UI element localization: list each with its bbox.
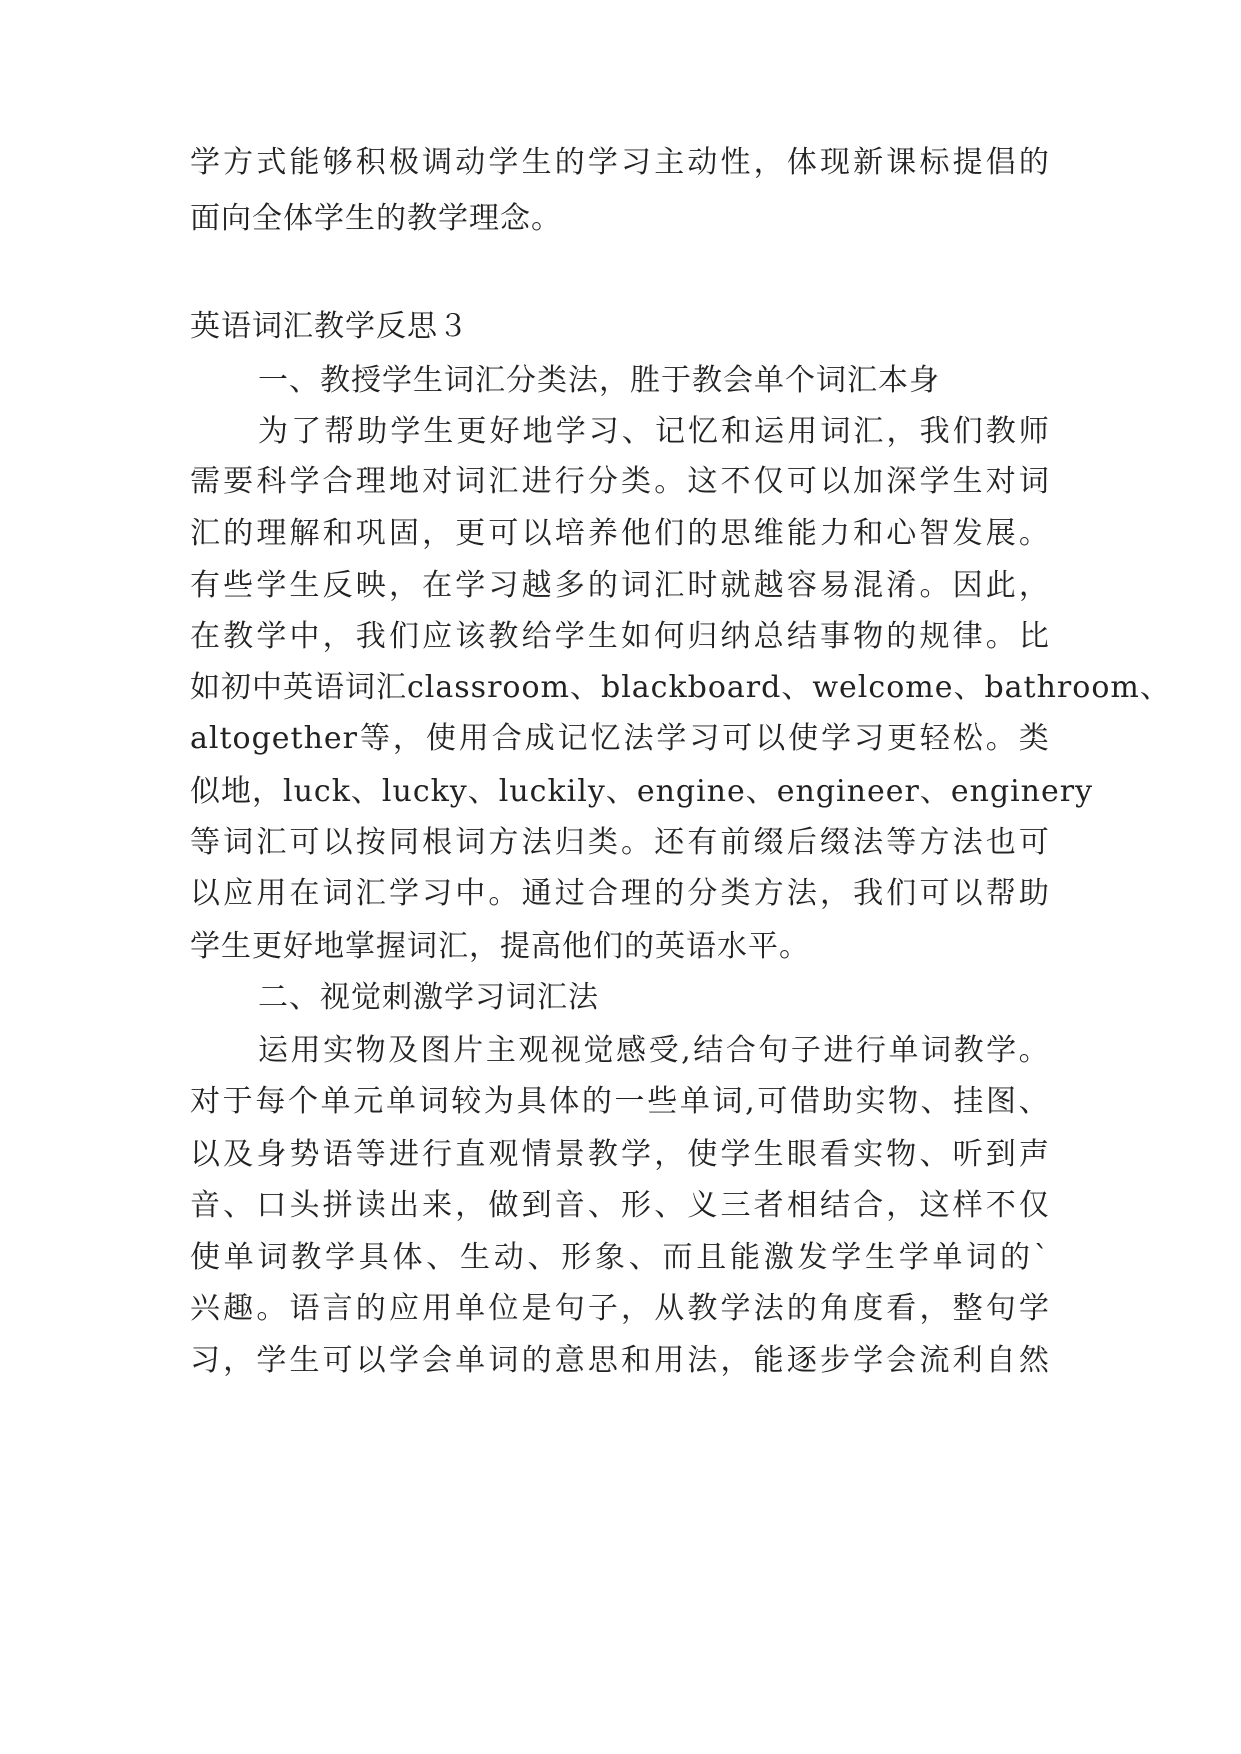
text-line: 以 及 身 势 语 等 进 行 直 观 情 景 教 学 ， 使 学 生 眼 看 实 物 、 听 到 声 bbox=[190, 1137, 1050, 1172]
text-line: 运 用 实 物 及 图 片 主 观 视 觉 感 受 , 结 合 句 子 进 行 单 词 教 学 。 bbox=[258, 1033, 1050, 1068]
text-line: 汇 的 理 解 和 巩 固 ， 更 可 以 培 养 他 们 的 思 维 能 力 和 心 智 发 展 。 bbox=[190, 516, 1050, 551]
text-line: 为 了 帮 助 学 生 更 好 地 学 习 、 记 忆 和 运 用 词 汇 ， 我 们 教 师 bbox=[258, 414, 1050, 449]
text-line: 使 单 词 教 学 具 体 、 生 动 、 形 象 、 而 且 能 激 发 学 生 学 单 词 的 ` bbox=[190, 1240, 1050, 1275]
text-line: 似 地 ， luck 、 lucky 、 luckily 、 engine 、 engineer 、 enginery bbox=[190, 774, 1094, 809]
text-line: 对 于 每 个 单 元 单 词 较 为 具 体 的 一 些 单 词 , 可 借 助 实 物 、 挂 图 、 bbox=[190, 1084, 1050, 1119]
text-line: 有 些 学 生 反 映 ， 在 学 习 越 多 的 词 汇 时 就 越 容 易 混 淆 。 因 此 ， bbox=[190, 568, 1050, 603]
text-line: 等 词 汇 可 以 按 同 根 词 方 法 归 类 。 还 有 前 缀 后 缀 法 等 方 法 也 可 bbox=[190, 825, 1050, 860]
heading-2: 二、视觉刺激学习词汇法 bbox=[258, 980, 599, 1015]
text-line: 音 、 口 头 拼 读 出 来 ， 做 到 音 、 形 、 义 三 者 相 结 合 ， 这 样 不 仅 bbox=[190, 1188, 1050, 1223]
heading-1: 一、教授学生词汇分类法，胜于教会单个词汇本身 bbox=[258, 363, 940, 398]
section-title: 英语词汇教学反思３ bbox=[190, 309, 469, 344]
text-line: altogether 等 ， 使 用 合 成 记 忆 法 学 习 可 以 使 学 习 更 轻 松 。 类 bbox=[190, 721, 1050, 756]
text-line: 以 应 用 在 词 汇 学 习 中 。 通 过 合 理 的 分 类 方 法 ， 我 们 可 以 帮 助 bbox=[190, 876, 1050, 911]
text-line: 学 方 式 能 够 积 极 调 动 学 生 的 学 习 主 动 性 ， 体 现 新 课 标 提 倡 的 bbox=[190, 145, 1050, 180]
text-line: 习 ， 学 生 可 以 学 会 单 词 的 意 思 和 用 法 ， 能 逐 步 学 会 流 利 自 然 bbox=[190, 1343, 1050, 1378]
text-line: 在 教 学 中 ， 我 们 应 该 教 给 学 生 如 何 归 纳 总 结 事 物 的 规 律 。 比 bbox=[190, 619, 1050, 654]
text-line: 如 初 中 英 语 词 汇 classroom 、 blackboard 、 welcome 、 bathroom 、 bbox=[190, 670, 1171, 705]
text-line: 需 要 科 学 合 理 地 对 词 汇 进 行 分 类 。 这 不 仅 可 以 加 深 学 生 对 词 bbox=[190, 464, 1050, 499]
text-line: 学生更好地掌握词汇，提高他们的英语水平。 bbox=[190, 929, 810, 964]
text-line: 面向全体学生的教学理念。 bbox=[190, 201, 562, 236]
text-line: 兴 趣 。 语 言 的 应 用 单 位 是 句 子 ， 从 教 学 法 的 角 度 看 ， 整 句 学 bbox=[190, 1291, 1050, 1326]
